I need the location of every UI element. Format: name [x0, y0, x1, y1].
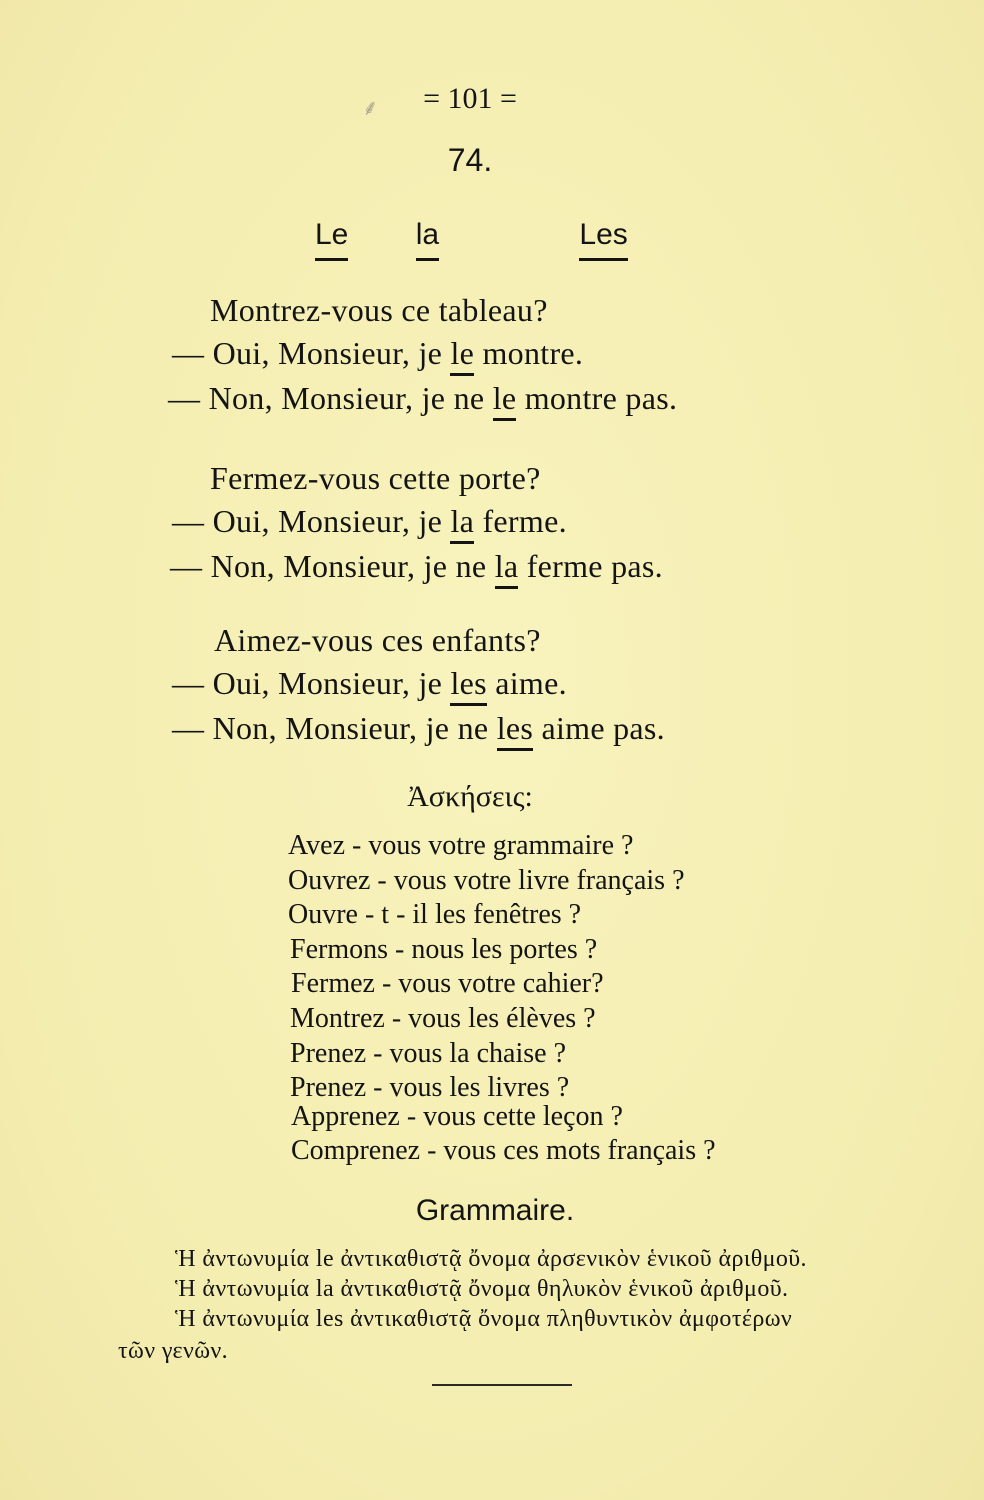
dialog-1-yes — [172, 335, 583, 372]
dialog-2-yes-post: ferme. — [474, 503, 567, 539]
exercise-item: Comprenez - vous ces mots français ? — [291, 1135, 716, 1166]
dialog-3-yes-pronoun: les — [450, 665, 486, 706]
header-les: Les — [579, 218, 627, 261]
dialog-3-yes-pre: — Oui, Monsieur, je — [172, 665, 451, 701]
grammar-line: τῶν γενῶν. — [118, 1338, 229, 1364]
grammar-line: Ἡ ἀντωνυμία la ἀντικαθιστᾷ ὄνομα θηλυκὸν ἑνικοῦ ἀριθμοῦ. — [175, 1276, 789, 1302]
dialog-1-no-pre: — Non, Monsieur, je ne — [168, 380, 493, 416]
dialog-2-no-post: ferme pas. — [518, 548, 663, 584]
dialog-2-question: Fermez-vous cette porte? — [210, 460, 541, 496]
header-la: la — [416, 218, 439, 261]
dialog-3-question: Aimez-vous ces enfants? — [214, 622, 541, 658]
dialog-2-yes-pre: — Oui, Monsieur, je — [172, 503, 451, 539]
grammar-title: Grammaire. — [415, 1194, 575, 1227]
dialog-1-question: Montrez-vous ce tableau? — [210, 292, 548, 328]
dialog-1-yes-pre: — Oui, Monsieur, je — [172, 335, 451, 371]
exercise-item: Avez - vous votre grammaire ? — [288, 830, 634, 861]
dialog-2-no-pronoun: la — [495, 548, 519, 589]
grammar-line: Ἡ ἀντωνυμία les ἀντικαθιστᾷ ὄνομα πληθυντικὸν ἀμφοτέρων — [175, 1306, 793, 1332]
ink-smudge: ⸙ — [362, 95, 379, 120]
exercise-item: Montrez - vous les élèves ? — [290, 1003, 596, 1034]
grammar-line: Ἡ ἀντωνυμία le ἀντικαθιστᾷ ὄνομα ἀρσενικὸν ἑνικοῦ ἀριθμοῦ. — [175, 1246, 807, 1272]
dialog-1-no — [168, 380, 677, 417]
dialog-2-no-pre: — Non, Monsieur, je ne — [170, 548, 495, 584]
exercise-item: Ouvre - t - il les fenêtres ? — [288, 899, 582, 930]
exercise-item: Fermons - nous les portes ? — [290, 934, 598, 965]
dialog-3-no — [172, 710, 665, 747]
dialog-3-no-pre: — Non, Monsieur, je ne — [172, 710, 497, 746]
exercise-item: Ouvrez - vous votre livre français ? — [288, 865, 685, 896]
dialog-1-no-post: montre pas. — [516, 380, 678, 416]
exercise-item: Prenez - vous la chaise ? — [290, 1038, 566, 1069]
dialog-2-yes-pronoun: la — [450, 503, 474, 544]
header-le: Le — [315, 218, 348, 261]
exercise-item: Apprenez - vous cette leçon ? — [291, 1101, 623, 1132]
pronoun-header — [0, 218, 984, 261]
dialog-1-no-pronoun: le — [493, 380, 517, 421]
dialog-2-yes — [172, 503, 567, 540]
dialog-3-yes — [172, 665, 567, 702]
page-number: = 101 = — [423, 82, 517, 115]
dialog-1-yes-pronoun: le — [450, 335, 474, 376]
dialog-3-no-pronoun: les — [497, 710, 533, 751]
dialog-1-yes-post: montre. — [474, 335, 584, 371]
dialog-2-no — [170, 548, 663, 585]
exercise-item: Fermez - vous votre cahier? — [291, 968, 604, 999]
exercise-item: Prenez - vous les livres ? — [290, 1072, 570, 1103]
lesson-number: 74. — [447, 142, 493, 178]
closing-rule — [432, 1384, 572, 1386]
dialog-3-yes-post: aime. — [486, 665, 567, 701]
exercises-title: Ἀσκήσεις: — [407, 780, 533, 813]
dialog-3-no-post: aime pas. — [533, 710, 665, 746]
